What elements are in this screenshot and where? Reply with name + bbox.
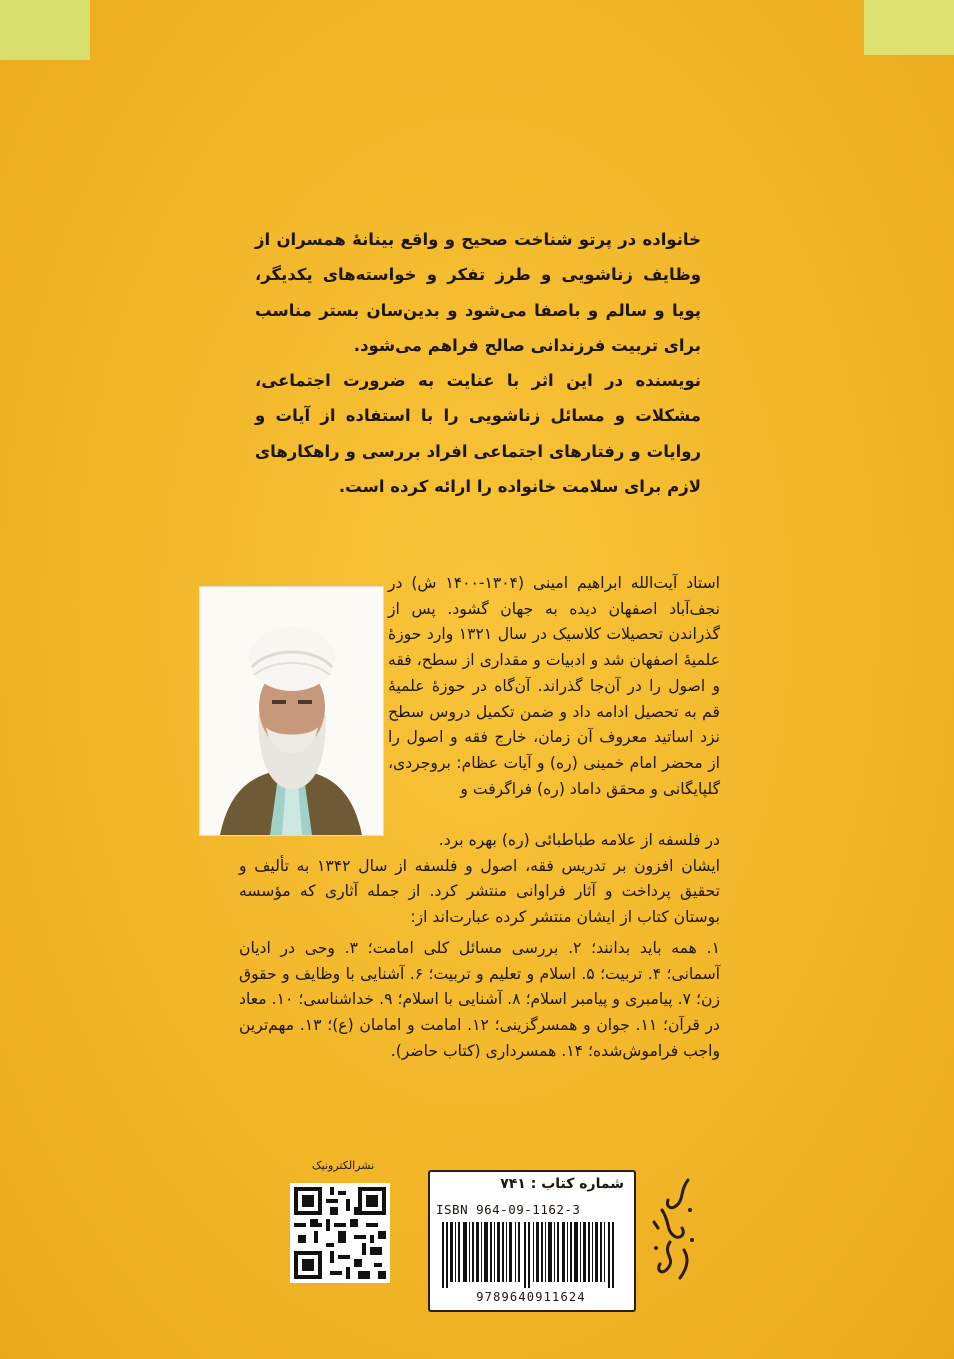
author-portrait: [199, 586, 384, 836]
barcode-label: [428, 1170, 636, 1312]
corner-decoration-right: [864, 0, 954, 55]
biography-text: استاد آیت‌الله ابراهیم امینی (۱۳۰۴-۱۴۰۰ ش) در نجف‌آباد اصفهان دیده به جهان گشود. پس از گذراندن تحصیلات کلاسیک در سال ۱۳۲۱ وارد حوزهٔ علمیهٔ اصفهان شد و ادبیات و مقداری از سطح، فقه و اصول را در آن‌جا گذراند. آن‌گاه در حوزهٔ علمیهٔ قم به تحصیل ادامه داد و ضمن تکمیل دروس سطح نزد اساتید معروف آن زمان، خارج فقه و اصول را از محضر امام خمینی (ره) و آیات عظام: بروجردی، گلپایگانی و محقق داماد (ره) فراگرفت و: [388, 574, 720, 798]
book-number: شماره کتاب : ۷۴۱: [500, 1176, 624, 1192]
publisher-logo: [640, 1170, 710, 1290]
qr-code[interactable]: [290, 1183, 390, 1283]
works-list: [239, 936, 720, 1065]
intro-paragraph: نویسنده در این اثر با عنایت به ضرورت اجتماعی، مشکلات و مسائل زناشویی را با استفاده از آیات و روایات و رفتارهای اجتماعی افراد بررسی و راهکارهای لازم برای سلامت خانواده را ارائه کرده است.: [255, 371, 701, 497]
back-cover-footer: [0, 1155, 954, 1335]
author-biography-continued: [239, 828, 720, 931]
biography-text: ایشان افزون بر تدریس فقه، اصول و فلسفه از سال ۱۳۴۲ به تألیف و تحقیق پرداخت و آثار فراوانی منتشر کرد. از جمله آثاری که مؤسسه بوستان کتاب از ایشان منتشر کرده عبارت‌اند از:: [239, 856, 720, 927]
biography-text: در فلسفه از علامه طباطبائی (ره) بهره برد.: [438, 831, 720, 849]
corner-decoration: [0, 0, 90, 60]
works-text: ۱. همه باید بدانند؛ ۲. بررسی مسائل کلی امامت؛ ۳. وحی در ادیان آسمانی؛ ۴. تربیت؛ ۵. اسلام و تعلیم و تربیت؛ ۶. آشنایی با وظایف و حقوق زن؛ ۷. پیامبری و پیامبر اسلام؛ ۸. آشنایی با اسلام؛ ۹. خداشناسی؛ ۱۰. معاد در قرآن؛ ۱۱. جوان و همسرگزینی؛ ۱۲. امامت و امامان (ع)؛ ۱۳. مهم‌ترین واجب فراموش‌شده؛ ۱۴. همسرداری (کتاب حاضر).: [239, 939, 720, 1060]
barcode-bars: [438, 1222, 626, 1288]
author-biography: [388, 571, 720, 802]
ean-number: 9789640911624: [476, 1290, 586, 1304]
qr-label: نشرالکترونیک: [311, 1159, 375, 1172]
intro-paragraph: خانواده در پرتو شناخت صحیح و واقع بینانهٔ همسران از وظایف زناشویی و طرز تفکر و خواسته‌های یکدیگر، پویا و سالم و باصفا می‌شود و بدین‌سان بستر مناسب برای تربیت فرزندانی صالح فراهم می‌شود.: [255, 230, 701, 355]
isbn: ISBN 964-09-1162-3: [436, 1202, 581, 1217]
intro-text: [255, 222, 701, 504]
